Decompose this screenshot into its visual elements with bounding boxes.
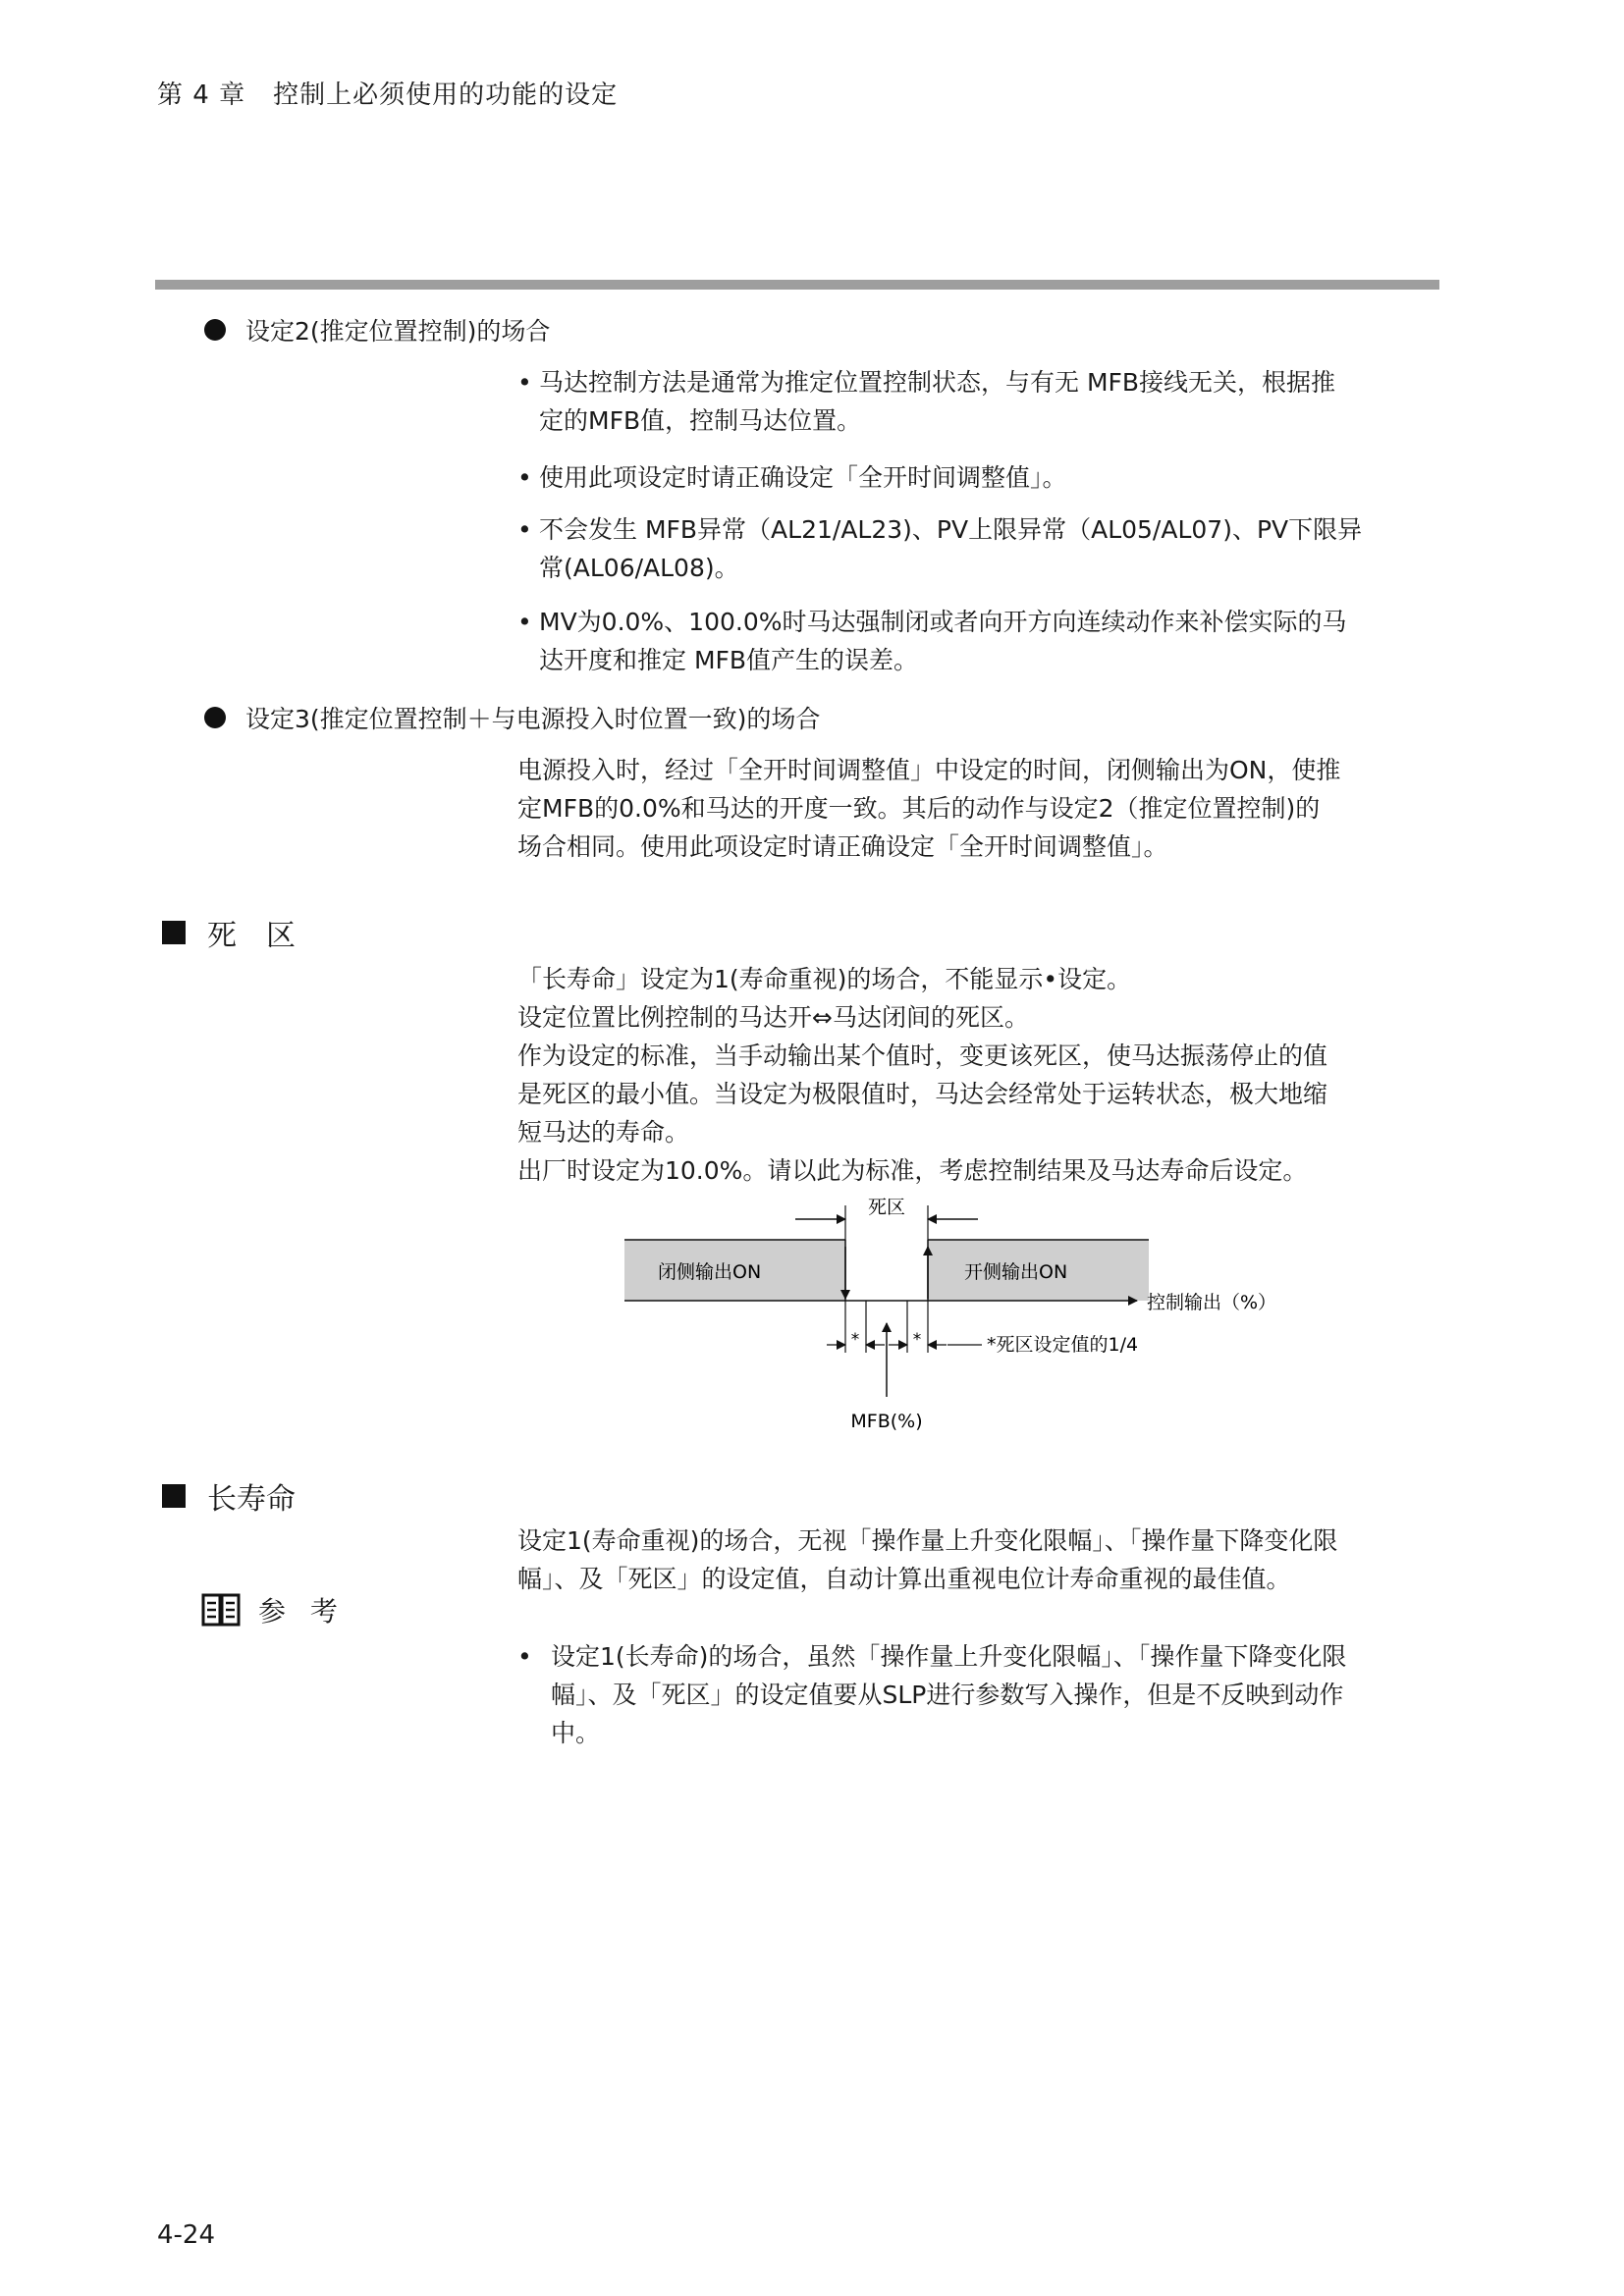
reference-item — [517, 1637, 1474, 1752]
chapter-title: 控制上必须使用的功能的设定 — [273, 80, 619, 110]
setting2-heading — [204, 312, 550, 347]
text-line: 作为设定的标准，当手动输出某个值时，变更该死区，使马达振荡停止的值 — [517, 1041, 1328, 1070]
text-line: 电源投入时，经过「全开时间调整值」中设定的时间，闭侧输出为ON，使推 — [517, 756, 1341, 784]
text-line: 「长寿命」设定为1(寿命重视)的场合，不能显示•设定。 — [517, 965, 1132, 993]
axis-label: 控制输出（%） — [1147, 1292, 1277, 1313]
section-square-icon — [162, 921, 186, 944]
deadzone-paragraph — [517, 960, 1440, 1190]
page-number: 4-24 — [157, 2220, 216, 2250]
bullet-marker: • — [517, 608, 532, 636]
longlife-paragraph — [517, 1522, 1440, 1598]
text-line: 设定位置比例控制的马达开⇔马达闭间的死区。 — [517, 1003, 1029, 1032]
setting2-item-3 — [517, 510, 1462, 587]
setting2-heading-text: 设定2(推定位置控制)的场合 — [245, 317, 551, 346]
setting2-item-1 — [517, 363, 1462, 440]
section-divider — [155, 280, 1439, 290]
text-line: 场合相同。使用此项设定时请正确设定「全开时间调整值」。 — [517, 832, 1168, 861]
bullet-marker: • — [517, 515, 532, 544]
text-line: 短马达的寿命。 — [517, 1118, 690, 1147]
setting3-heading — [204, 700, 820, 735]
close-output-label: 闭侧输出ON — [658, 1261, 762, 1283]
star-marker: * — [912, 1330, 922, 1350]
reference-heading — [201, 1590, 346, 1629]
text-line: MV为0.0%、100.0%时马达强制闭或者向开方向连续动作来补偿实际的马 — [539, 608, 1347, 636]
book-icon — [201, 1592, 241, 1628]
deadzone-title-text: 死 区 — [207, 919, 296, 953]
section-square-icon — [162, 1484, 186, 1508]
setting2-item-2 — [517, 458, 1462, 497]
mfb-label: MFB(%) — [850, 1411, 923, 1432]
deadzone-section-title — [162, 911, 296, 954]
deadzone-diagram — [609, 1196, 1316, 1441]
bullet-dot-icon — [204, 319, 226, 341]
reference-label: 参 考 — [258, 1595, 346, 1628]
text-line: 设定1(寿命重视)的场合，无视「操作量上升变化限幅」、「操作量下降变化限 — [517, 1526, 1338, 1555]
text-line: 常(AL06/AL08)。 — [539, 554, 739, 582]
star-marker: * — [850, 1330, 860, 1350]
page-header — [157, 75, 618, 111]
text-line: 中。 — [551, 1719, 601, 1747]
setting3-heading-text: 设定3(推定位置控制＋与电源投入时位置一致)的场合 — [245, 705, 821, 733]
bullet-marker: • — [517, 1642, 532, 1671]
text-line: 设定1(长寿命)的场合，虽然「操作量上升变化限幅」、「操作量下降变化限 — [551, 1642, 1347, 1671]
longlife-title-text: 长寿命 — [207, 1482, 296, 1517]
setting2-item-4 — [517, 603, 1462, 679]
text-line: 幅」、及「死区」的设定值要从SLP进行参数写入操作，但是不反映到动作 — [551, 1681, 1344, 1709]
open-output-label: 开侧输出ON — [964, 1261, 1068, 1283]
text-line: 是死区的最小值。当设定为极限值时，马达会经常处于运转状态，极大地缩 — [517, 1080, 1328, 1108]
text-line: 马达控制方法是通常为推定位置控制状态，与有无 MFB接线无关，根据推 — [539, 368, 1336, 397]
quarter-note-label: *死区设定值的1/4 — [987, 1334, 1139, 1356]
text-line: 定MFB的0.0%和马达的开度一致。其后的动作与设定2（推定位置控制)的 — [517, 794, 1321, 823]
longlife-section-title — [162, 1474, 296, 1518]
bullet-marker: • — [517, 368, 532, 397]
text-line: 定的MFB值，控制马达位置。 — [539, 406, 862, 435]
bullet-marker: • — [517, 463, 532, 492]
chapter-number: 第 4 章 — [157, 80, 246, 110]
text-line: 使用此项设定时请正确设定「全开时间调整值」。 — [539, 463, 1067, 492]
deadzone-label: 死区 — [867, 1197, 906, 1218]
text-line: 不会发生 MFB异常（AL21/AL23)、PV上限异常（AL05/AL07)、PV下限异 — [539, 515, 1363, 544]
setting3-paragraph — [517, 751, 1440, 866]
text-line: 幅」、及「死区」的设定值，自动计算出重视电位计寿命重视的最佳值。 — [517, 1565, 1291, 1593]
bullet-dot-icon — [204, 707, 226, 728]
text-line: 出厂时设定为10.0%。请以此为标准，考虑控制结果及马达寿命后设定。 — [517, 1156, 1308, 1185]
text-line: 达开度和推定 MFB值产生的误差。 — [539, 646, 919, 674]
